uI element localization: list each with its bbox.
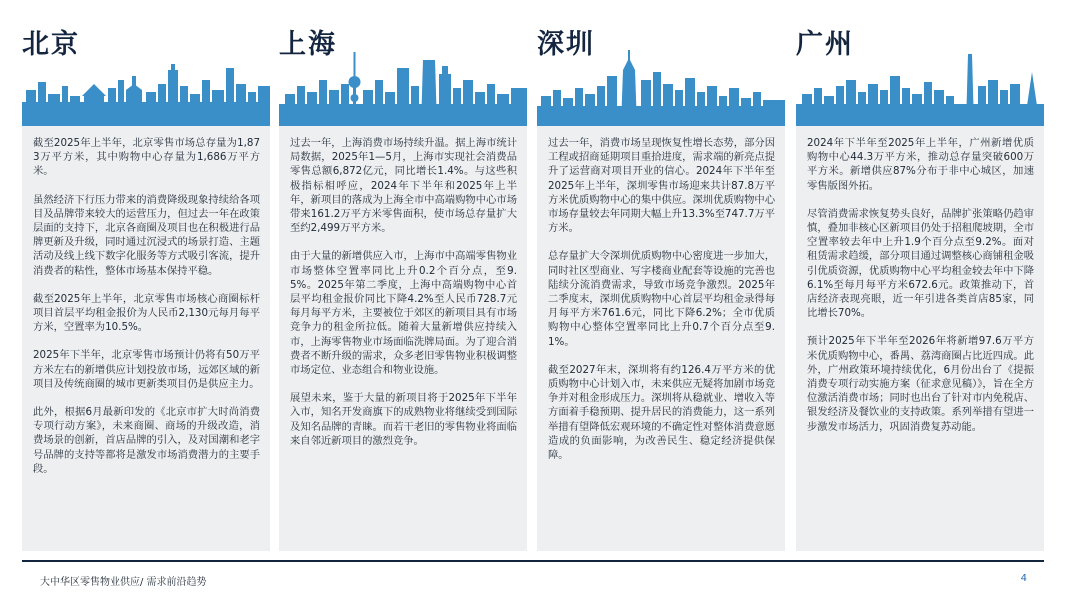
paragraph: 预计2025年下半年至2026年将新增97.6万平方米优质购物中心，番禺、荔湾商圈占比近四成。此外，广州政策环境持续优化，6月份出台了《提振消费专项行动实施方案（征求意见稿）》，旨在全方位激活消费市场；同时也出台了针对市内免税店、银发经济及餐饮业的支持政策。系列举措有望进一步激发市场活力，巩固消费复苏动能。 [807, 335, 1034, 433]
paragraph: 截至2025年上半年，北京零售市场总存量为1,873万平方米，其中购物中心存量为1,686万平方米。 [33, 137, 260, 178]
paragraph: 总存量扩大令深圳优质购物中心密度进一步加大，同时社区型商业、写字楼商业配套等设施的完善也陆续分流消费需求，导致市场竞争激烈。2025年二季度末，深圳优质购物中心首层平均租金录得每月每平方米761.6元，同比下降6.2%；全市优质购物中心整体空置率同比上升0.7个百分点至9.1%。 [548, 250, 775, 348]
skyline-illustration [537, 50, 785, 126]
skyline-illustration [279, 50, 527, 126]
paragraph: 截至2027年末，深圳将有约126.4万平方米的优质购物中心计划入市，未来供应无疑将加剧市场竞争并对租金形成压力。深圳将从稳就业、增收入等方面着手稳预期、提升居民的消费能力，这一系列举措有望降低宏观环境的不确定性对整体消费意愿造成的负面影响，为改善民生、稳定经济提供保障。 [548, 363, 775, 462]
paragraph: 2025年下半年，北京零售市场预计仍将有50万平方米左右的新增供应计划投放市场，远郊区域的新项目及传统商圈的城市更新类项目仍是供应主力。 [33, 349, 260, 390]
paragraph: 尽管消费需求恢复势头良好，品牌扩张策略仍趋审慎，叠加非核心区新项目仍处于招租爬坡期，全市空置率较去年中上升1.9个百分点至9.2%。面对租赁需求趋缓，部分项目通过调整核心商铺租金吸引优质资源，优质购物中心平均租金较去年中下降6.1%至每月每平方米672.6元。政策推动下，首店经济表现亮眼，近一年引进各类首店85家，同比增长70%。 [807, 207, 1034, 320]
text-card [22, 126, 270, 551]
page-number: 4 [1020, 573, 1027, 584]
city-title: 广州 [796, 29, 854, 60]
text-card [796, 126, 1044, 551]
skyline-illustration [22, 50, 270, 126]
city-title: 北京 [22, 29, 80, 60]
paragraph: 过去一年，上海消费市场持续升温。据上海市统计局数据，2025年1—5月，上海市实现社会消费品零售总额6,872亿元，同比增长1.4%。与这些积极指标相呼应，2024年下半年和2025年上半年，新项目的落成为上海全市中高端购物中心市场带来161.2万平方米零售面积，使市场总存量扩大至约2,499万平方米。 [290, 137, 517, 235]
paragraph: 虽然经济下行压力带来的消费降级现象持续给各项目及品牌带来较大的运营压力，但过去一年在政策层面的支持下，北京各商圈及项目也在积极进行品牌更新及升级，同时通过沉浸式的场景打造、主题活动及线上线下数字化服务等方式吸引客流，提升消费者的粘性，整体市场基本保持平稳。 [33, 193, 260, 277]
footer-divider [22, 560, 1044, 562]
paragraph: 展望未来，鉴于大量的新项目将于2025年下半年入市，知名开发商旗下的成熟物业将继续受到国际及知名品牌的青睐。而若干老旧的零售物业将面临来自邻近新项目的激烈竞争。 [290, 392, 517, 447]
paragraph: 由于大量的新增供应入市，上海市中高端零售物业市场整体空置率同比上升0.2个百分点，至9.5%。2025年第二季度，上海中高端购物中心首层平均租金报价同比下降4.2%至人民币728.7元每月每平方米，主要被位于郊区的新项目具有市场竞争力的租金所拉低。随着大量新增供应持续入市，上海零售物业市场面临洗牌局面。为了迎合消费者不断升级的需求，众多老旧零售物业积极调整市场定位、业态组合和物业设施。 [290, 250, 517, 377]
paragraph: 此外，根据6月最新印发的《北京市扩大时尚消费专项行动方案》，未来商圈、商场的升级改造，消费场景的创新，首店品牌的引入，及对国潮和老字号品牌的支持等都将是激发市场消费潜力的主要手段。 [33, 406, 260, 475]
text-card [537, 126, 785, 551]
paragraph: 2024年下半年至2025年上半年，广州新增优质购物中心44.3万平方米，推动总存量突破600万平方米。新增供应87%分布于非中心城区，加速零售版图外拓。 [807, 137, 1034, 192]
city-title: 深圳 [537, 29, 595, 60]
skyline-illustration [796, 50, 1044, 126]
text-card [279, 126, 527, 551]
footer-title: 大中华区零售物业供应/ 需求前沿趋势 [40, 577, 207, 588]
paragraph: 截至2025年上半年，北京零售市场核心商圈标杆项目首层平均租金报价为人民币2,130元每月每平方米，空置率为10.5%。 [33, 292, 260, 334]
city-title: 上海 [279, 29, 337, 60]
paragraph: 过去一年，消费市场呈现恢复性增长态势，部分因工程或招商延期项目重拾进度，需求端的新亮点提升了运营商对项目开业的信心。2024年下半年至2025年上半年，深圳零售市场迎来共计87.8万平方米优质购物中心的集中供应。深圳优质购物中心市场存量较去年同期大幅上升13.3%至747.7万平方米。 [548, 137, 775, 235]
